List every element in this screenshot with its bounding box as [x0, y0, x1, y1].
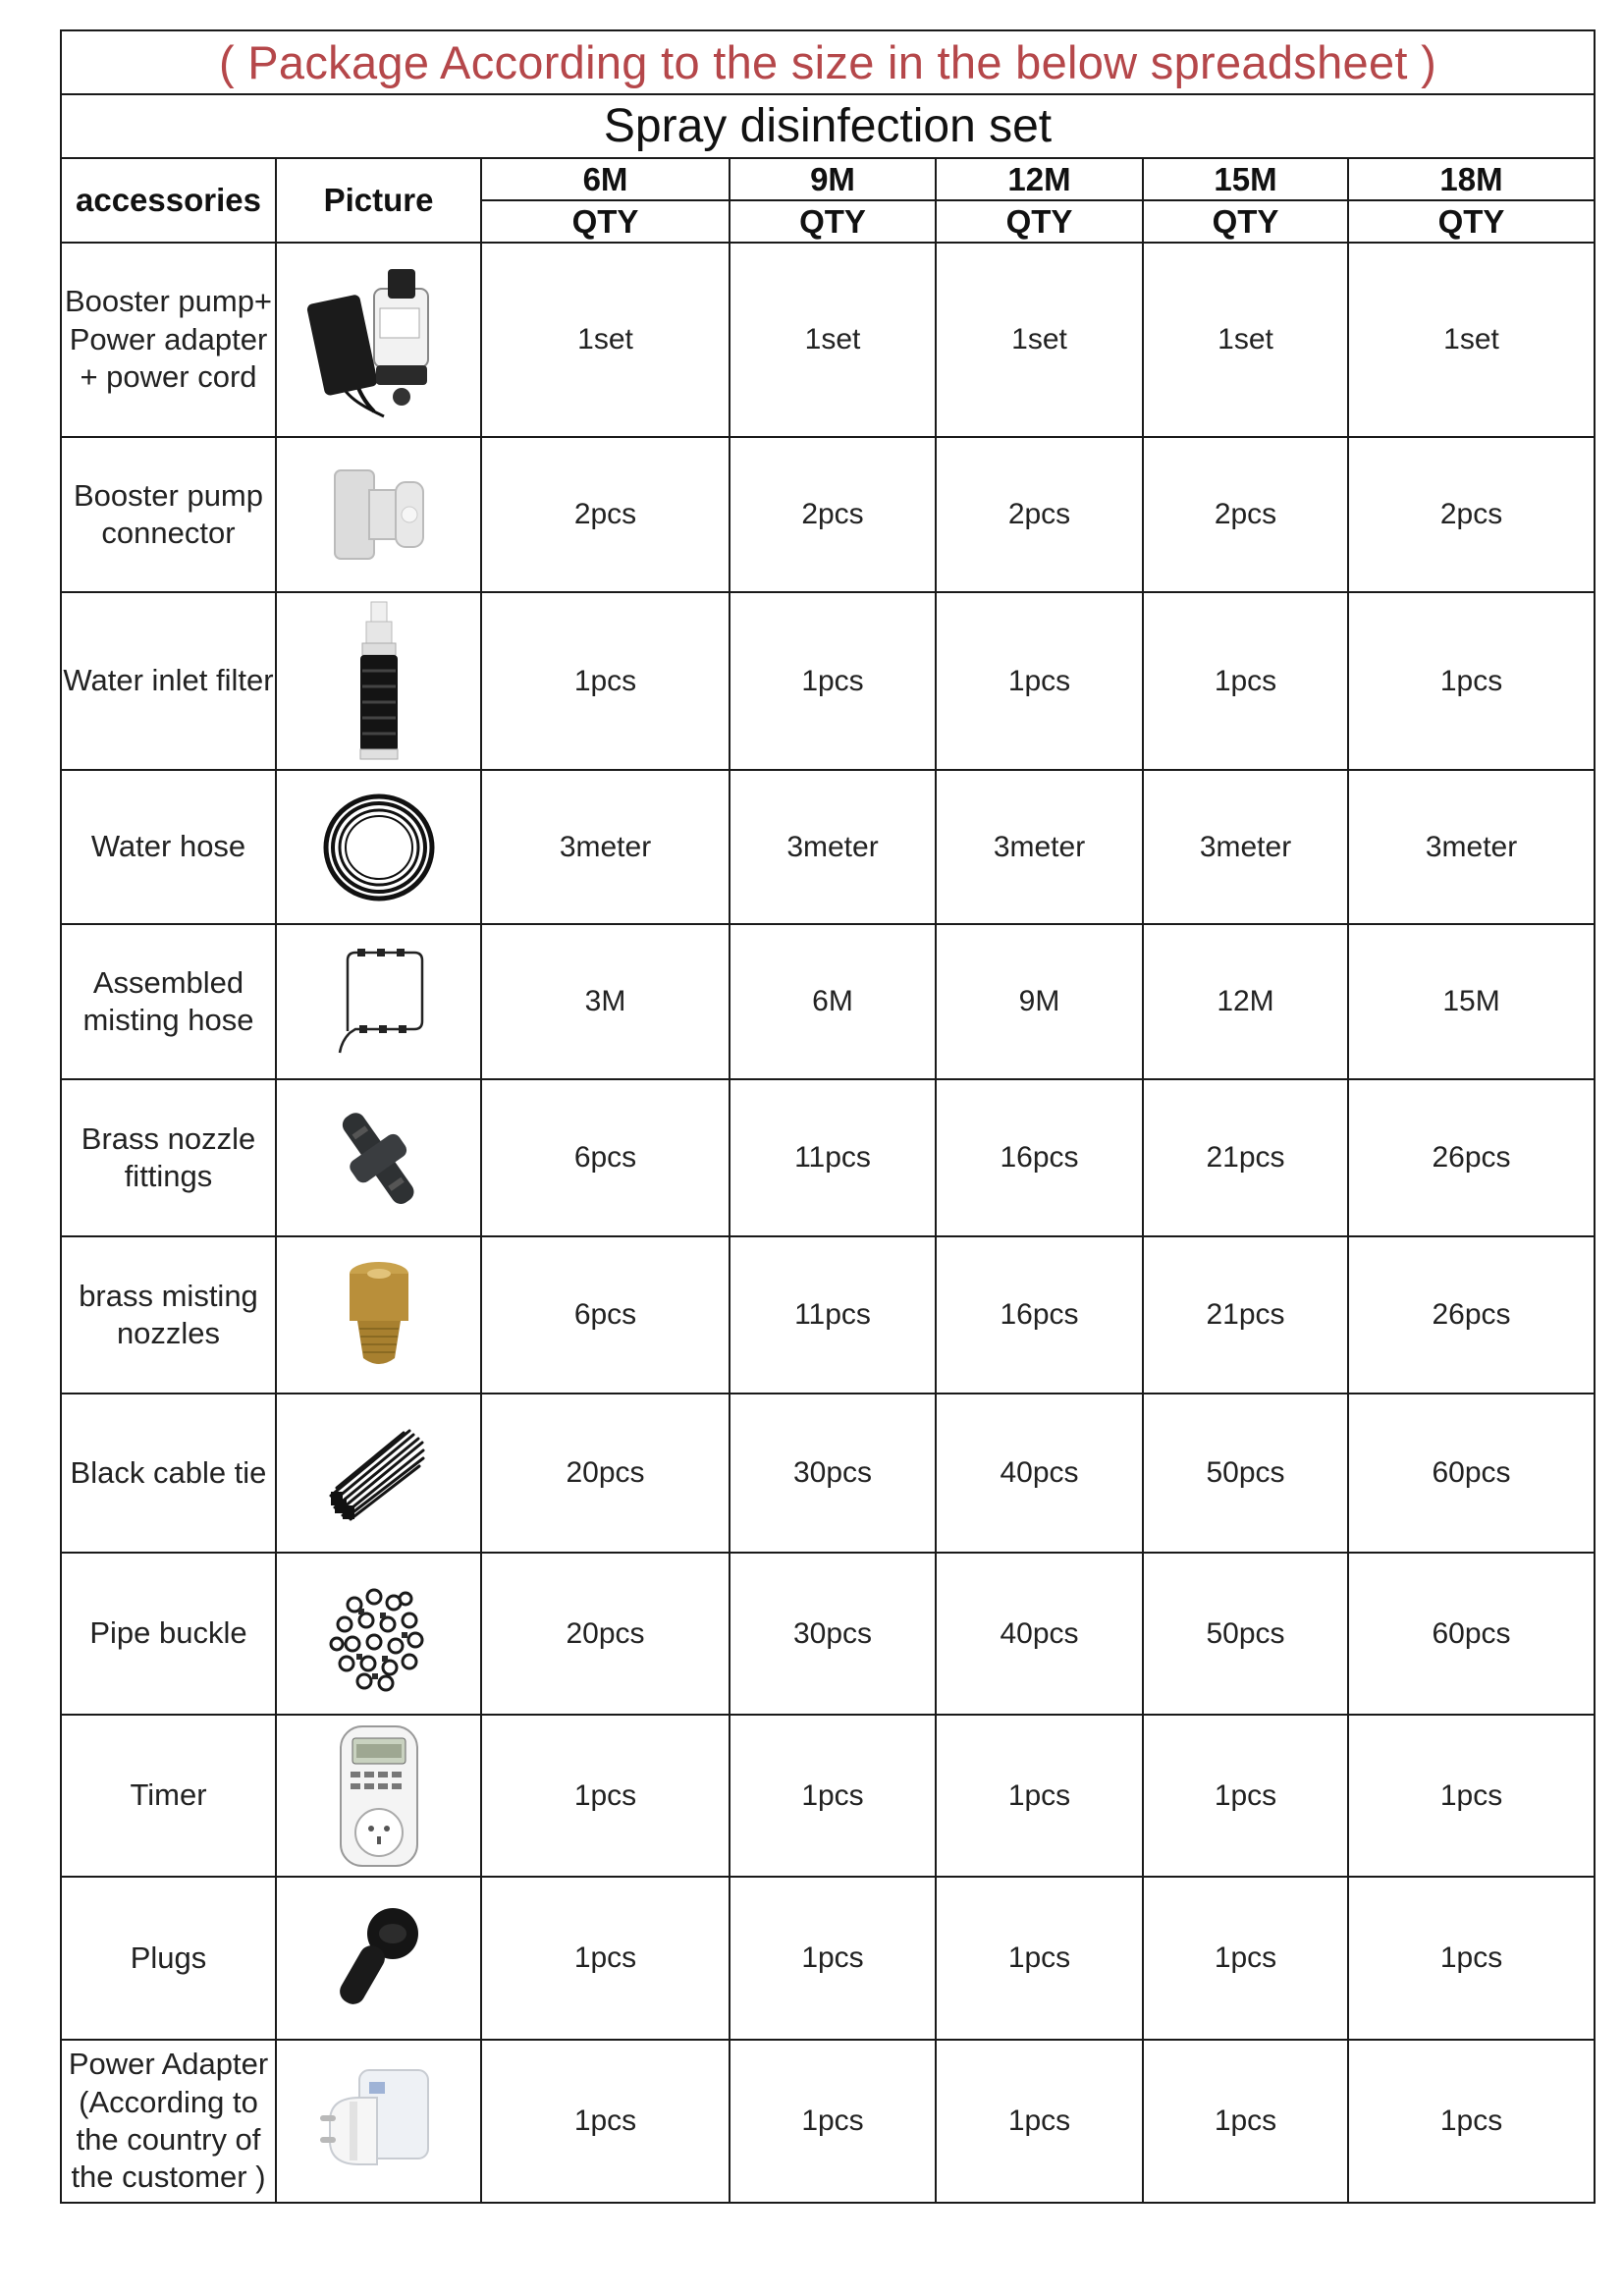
accessory-picture	[276, 1715, 481, 1877]
accessory-name: Brass nozzle fittings	[61, 1079, 276, 1236]
qty-cell: 1pcs	[936, 1877, 1143, 2040]
table-row	[61, 1877, 1595, 2040]
picture-header: Picture	[276, 158, 481, 243]
qty-cell: 1set	[1143, 243, 1348, 437]
qty-cell: 60pcs	[1348, 1553, 1595, 1715]
qty-cell: 12M	[1143, 924, 1348, 1079]
table-row	[61, 924, 1595, 1079]
pump-connector-icon	[325, 461, 433, 569]
qty-cell: 1set	[1348, 243, 1595, 437]
accessory-picture	[276, 1394, 481, 1553]
qty-cell: 3meter	[730, 770, 936, 924]
size-header-12m: 12M	[936, 158, 1143, 200]
qty-cell: 1pcs	[481, 592, 730, 770]
power-adapter-icon	[320, 2062, 438, 2180]
pipe-buckle-icon	[325, 1575, 433, 1693]
size-header-6m: 6M	[481, 158, 730, 200]
qty-cell: 3meter	[1348, 770, 1595, 924]
cable-tie-icon	[325, 1419, 433, 1527]
qty-header: QTY	[936, 200, 1143, 243]
qty-cell: 1pcs	[481, 2040, 730, 2203]
qty-cell: 50pcs	[1143, 1553, 1348, 1715]
qty-cell: 1pcs	[936, 2040, 1143, 2203]
qty-cell: 16pcs	[936, 1236, 1143, 1394]
accessory-name: Timer	[61, 1715, 276, 1877]
qty-cell: 1pcs	[936, 1715, 1143, 1877]
qty-cell: 9M	[936, 924, 1143, 1079]
qty-cell: 1pcs	[481, 1715, 730, 1877]
accessories-header: accessories	[61, 158, 276, 243]
table-row	[61, 1236, 1595, 1394]
table-row	[61, 2040, 1595, 2203]
accessory-name: Water inlet filter	[61, 592, 276, 770]
package-sheet	[60, 29, 1594, 2204]
qty-cell: 1pcs	[936, 592, 1143, 770]
qty-cell: 1pcs	[730, 1715, 936, 1877]
qty-cell: 20pcs	[481, 1553, 730, 1715]
qty-header: QTY	[481, 200, 730, 243]
accessory-picture	[276, 437, 481, 592]
size-header-9m: 9M	[730, 158, 936, 200]
accessory-picture	[276, 1553, 481, 1715]
table-row	[61, 1715, 1595, 1877]
qty-cell: 26pcs	[1348, 1079, 1595, 1236]
qty-header: QTY	[1348, 200, 1595, 243]
water-hose-icon	[320, 789, 438, 906]
qty-cell: 1pcs	[1143, 1715, 1348, 1877]
size-header-15m: 15M	[1143, 158, 1348, 200]
qty-cell: 1pcs	[730, 1877, 936, 2040]
qty-cell: 30pcs	[730, 1553, 936, 1715]
qty-cell: 30pcs	[730, 1394, 936, 1553]
accessory-name: Water hose	[61, 770, 276, 924]
accessory-name: Assembled misting hose	[61, 924, 276, 1079]
qty-cell: 2pcs	[1348, 437, 1595, 592]
misting-hose-icon	[320, 943, 438, 1061]
qty-cell: 1pcs	[1348, 2040, 1595, 2203]
accessory-picture	[276, 1079, 481, 1236]
qty-cell: 40pcs	[936, 1553, 1143, 1715]
table-row	[61, 592, 1595, 770]
qty-cell: 1set	[936, 243, 1143, 437]
qty-cell: 11pcs	[730, 1236, 936, 1394]
qty-cell: 1set	[730, 243, 936, 437]
accessory-name: Booster pump+ Power adapter + power cord	[61, 243, 276, 437]
accessory-name: Plugs	[61, 1877, 276, 2040]
qty-cell: 21pcs	[1143, 1079, 1348, 1236]
accessory-picture	[276, 592, 481, 770]
inlet-filter-icon	[345, 600, 413, 762]
qty-cell: 1pcs	[1143, 2040, 1348, 2203]
qty-cell: 40pcs	[936, 1394, 1143, 1553]
table-row	[61, 437, 1595, 592]
qty-cell: 2pcs	[730, 437, 936, 592]
qty-cell: 6M	[730, 924, 936, 1079]
table-row	[61, 770, 1595, 924]
qty-cell: 1pcs	[1348, 1715, 1595, 1877]
plug-icon	[330, 1904, 428, 2012]
qty-cell: 16pcs	[936, 1079, 1143, 1236]
qty-cell: 3meter	[936, 770, 1143, 924]
qty-cell: 20pcs	[481, 1394, 730, 1553]
accessory-name: Booster pump connector	[61, 437, 276, 592]
qty-cell: 1pcs	[730, 2040, 936, 2203]
qty-header: QTY	[730, 200, 936, 243]
qty-cell: 60pcs	[1348, 1394, 1595, 1553]
qty-cell: 11pcs	[730, 1079, 936, 1236]
table-row	[61, 1394, 1595, 1553]
table-row	[61, 1553, 1595, 1715]
accessory-name: brass misting nozzles	[61, 1236, 276, 1394]
accessory-name: Pipe buckle	[61, 1553, 276, 1715]
qty-cell: 1pcs	[1143, 592, 1348, 770]
qty-cell: 3meter	[1143, 770, 1348, 924]
size-header-18m: 18M	[1348, 158, 1595, 200]
accessory-picture	[276, 770, 481, 924]
qty-cell: 2pcs	[1143, 437, 1348, 592]
qty-cell: 26pcs	[1348, 1236, 1595, 1394]
qty-cell: 21pcs	[1143, 1236, 1348, 1394]
qty-cell: 50pcs	[1143, 1394, 1348, 1553]
qty-cell: 1pcs	[481, 1877, 730, 2040]
qty-cell: 15M	[1348, 924, 1595, 1079]
qty-cell: 1pcs	[730, 592, 936, 770]
booster-pump-icon	[305, 259, 453, 421]
qty-cell: 2pcs	[481, 437, 730, 592]
package-title: ( Package According to the size in the below spreadsheet )	[61, 30, 1595, 94]
brass-nozzle-icon	[340, 1256, 418, 1374]
qty-cell: 2pcs	[936, 437, 1143, 592]
accessory-picture	[276, 2040, 481, 2203]
qty-cell: 1set	[481, 243, 730, 437]
table-row	[61, 243, 1595, 437]
qty-cell: 6pcs	[481, 1236, 730, 1394]
qty-header: QTY	[1143, 200, 1348, 243]
set-title: Spray disinfection set	[61, 94, 1595, 158]
accessory-picture	[276, 1877, 481, 2040]
qty-cell: 1pcs	[1348, 592, 1595, 770]
spray-set-table	[60, 29, 1596, 2204]
nozzle-fitting-icon	[335, 1104, 423, 1212]
accessory-name: Power Adapter (According to the country of the customer )	[61, 2040, 276, 2203]
qty-cell: 6pcs	[481, 1079, 730, 1236]
accessory-picture	[276, 1236, 481, 1394]
table-row	[61, 1079, 1595, 1236]
timer-icon	[335, 1722, 423, 1870]
accessory-name: Black cable tie	[61, 1394, 276, 1553]
qty-cell: 1pcs	[1348, 1877, 1595, 2040]
qty-cell: 3meter	[481, 770, 730, 924]
accessory-picture	[276, 924, 481, 1079]
qty-cell: 3M	[481, 924, 730, 1079]
accessory-picture	[276, 243, 481, 437]
qty-cell: 1pcs	[1143, 1877, 1348, 2040]
